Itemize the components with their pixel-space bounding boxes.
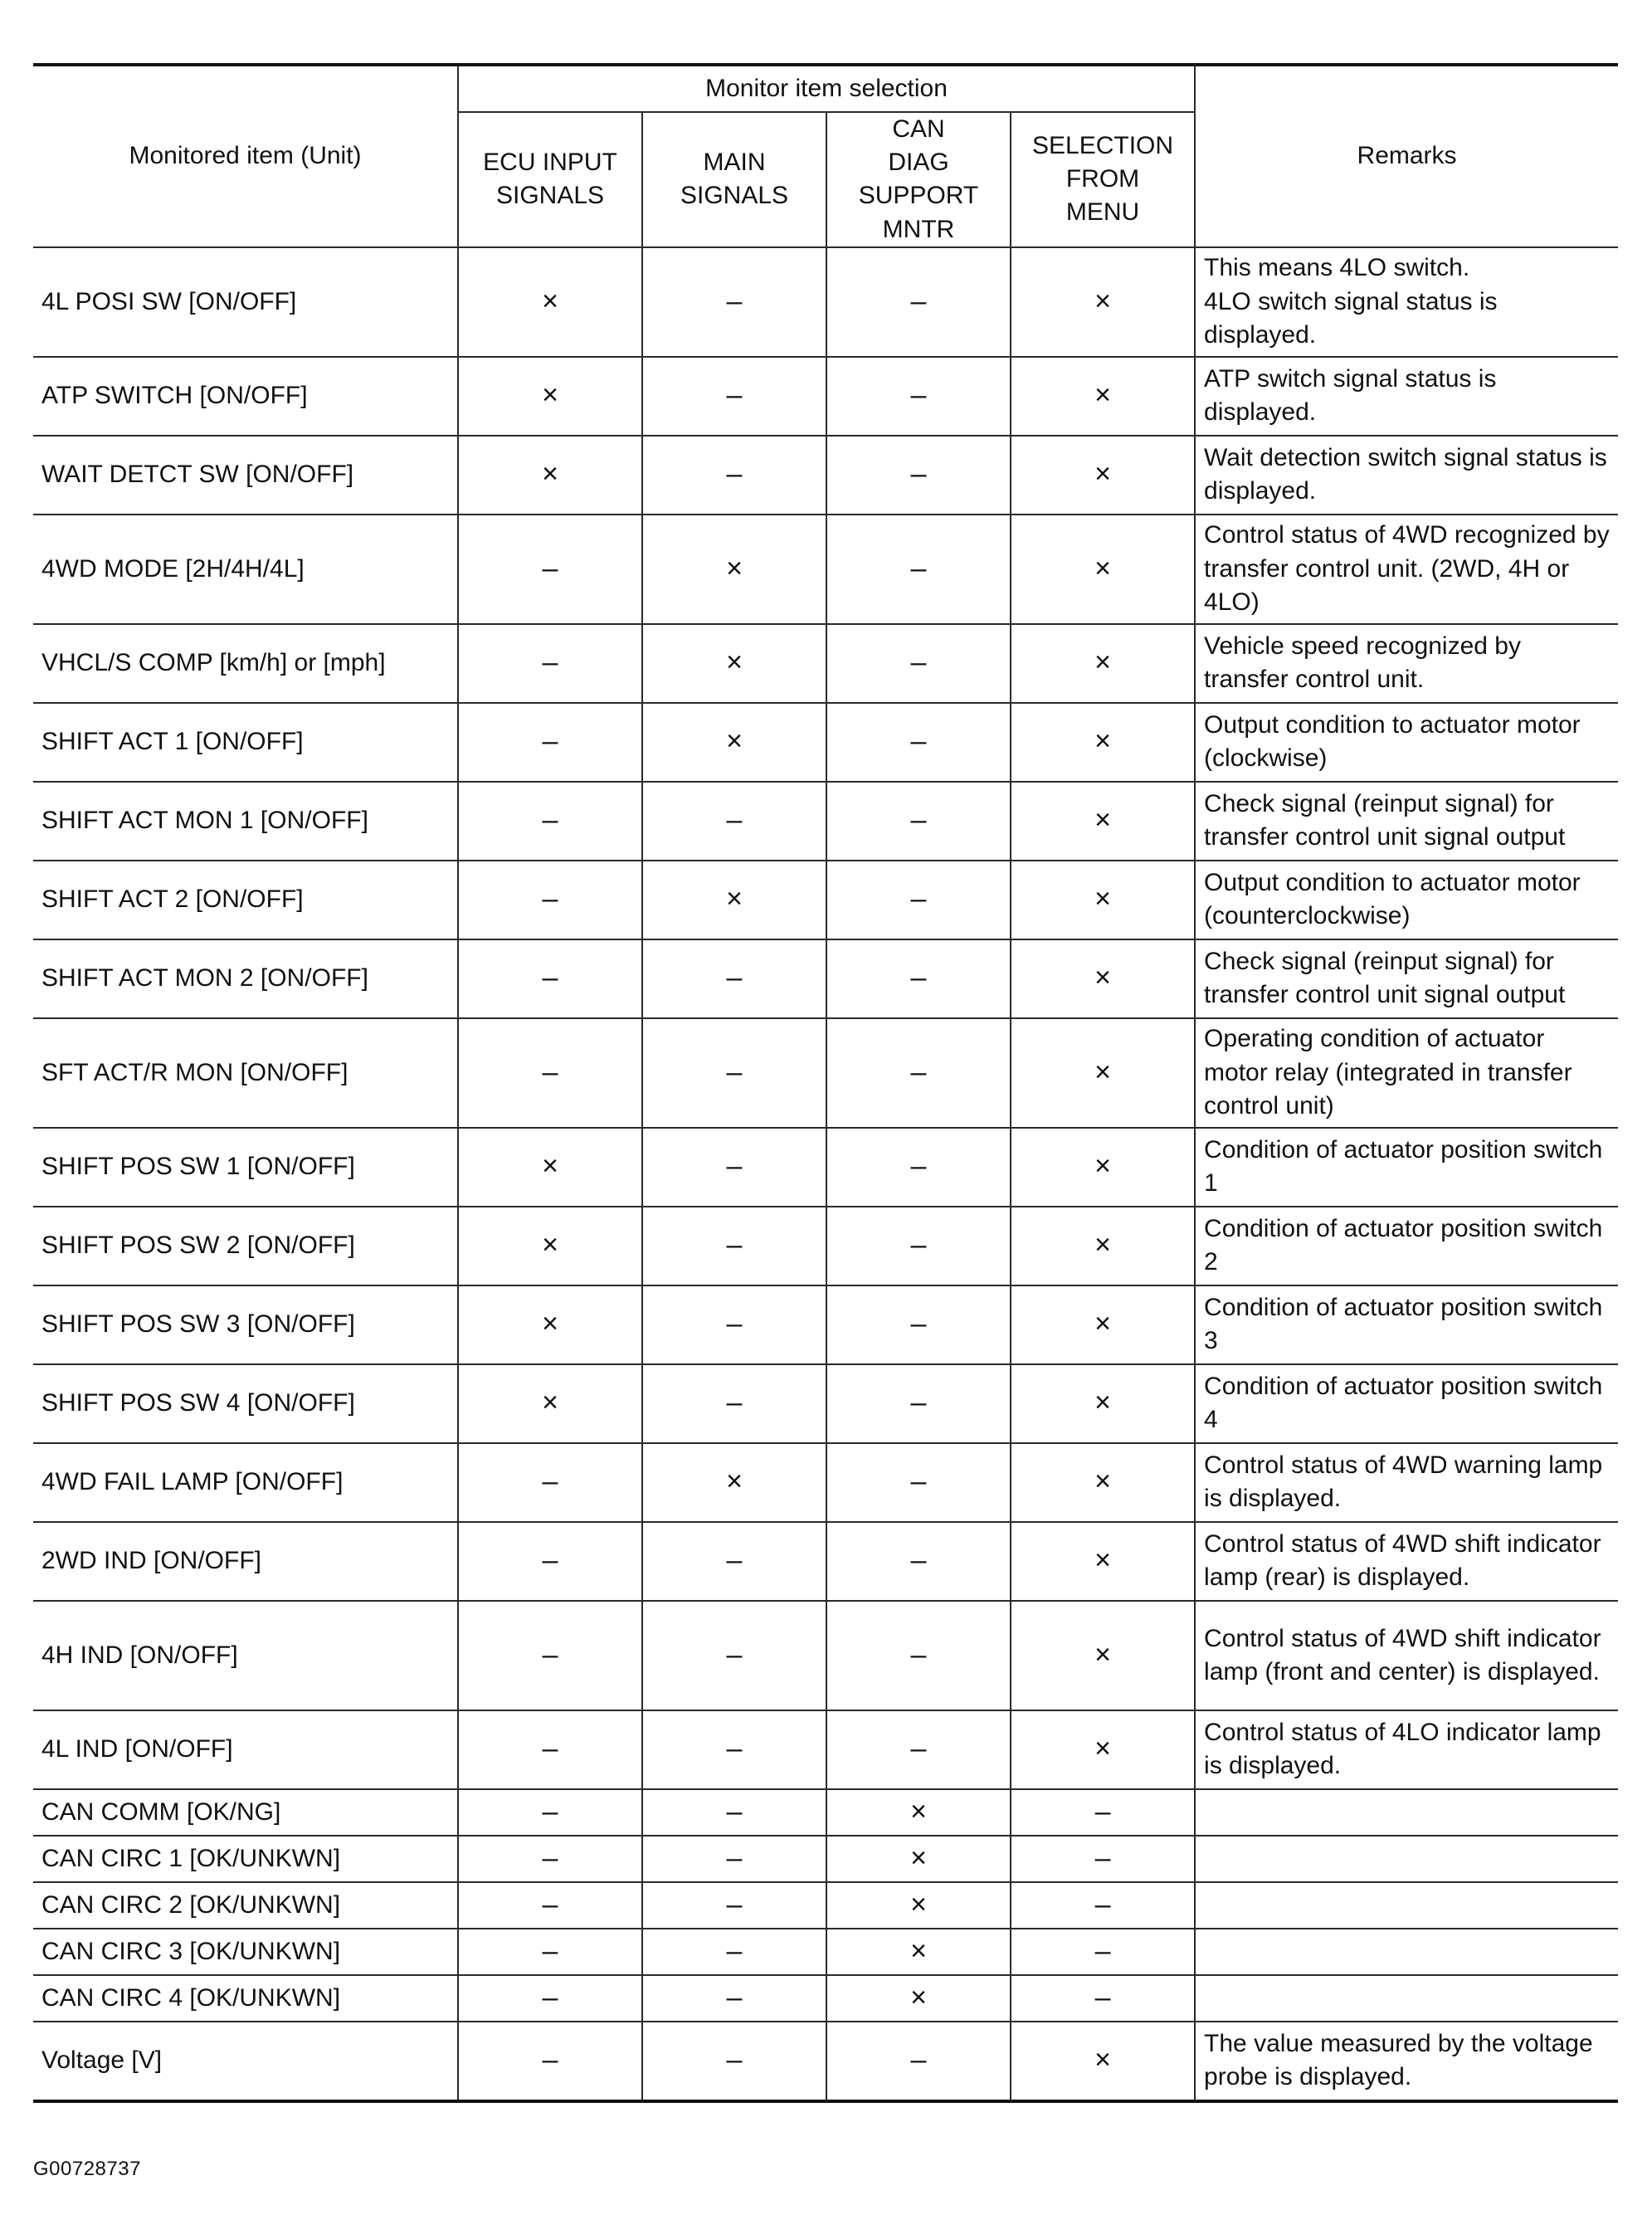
remarks-cell: Wait detection switch signal status is displayed. xyxy=(1195,436,1618,515)
monitored-item-cell: SHIFT ACT 1 [ON/OFF] xyxy=(33,703,458,782)
remarks-cell: Condition of actuator position switch 4 xyxy=(1195,1364,1618,1443)
header-can-diag-support-mntr: CAN DIAG SUPPORT MNTR xyxy=(826,112,1011,247)
main-signals-cell: × xyxy=(642,624,826,703)
can-diag-support-mntr-cell: – xyxy=(826,1443,1011,1522)
table-row xyxy=(33,1710,1618,1789)
remarks-cell: Condition of actuator position switch 1 xyxy=(1195,1128,1618,1207)
can-diag-support-mntr-cell: – xyxy=(826,1285,1011,1364)
ecu-input-signals-cell: × xyxy=(458,1128,642,1207)
remarks-cell: Control status of 4WD shift indicator lamp (rear) is displayed. xyxy=(1195,1522,1618,1601)
table-row xyxy=(33,515,1618,624)
selection-from-menu-cell: × xyxy=(1011,1364,1195,1443)
monitored-item-cell: WAIT DETCT SW [ON/OFF] xyxy=(33,436,458,515)
selection-from-menu-cell: – xyxy=(1011,1929,1195,1975)
selection-from-menu-cell: – xyxy=(1011,1975,1195,2022)
ecu-input-signals-cell: × xyxy=(458,436,642,515)
ecu-input-signals-cell: – xyxy=(458,2022,642,2101)
can-diag-support-mntr-cell: – xyxy=(826,1207,1011,1285)
table-row xyxy=(33,1522,1618,1601)
monitored-item-cell: 4WD FAIL LAMP [ON/OFF] xyxy=(33,1443,458,1522)
selection-from-menu-cell: × xyxy=(1011,1207,1195,1285)
ecu-input-signals-cell: – xyxy=(458,782,642,861)
selection-from-menu-cell: × xyxy=(1011,436,1195,515)
ecu-input-signals-cell: – xyxy=(458,515,642,624)
main-signals-cell: – xyxy=(642,1285,826,1364)
table-row xyxy=(33,1882,1618,1929)
monitored-item-cell: CAN COMM [OK/NG] xyxy=(33,1789,458,1836)
monitored-item-cell: SHIFT ACT 2 [ON/OFF] xyxy=(33,861,458,939)
table-body xyxy=(33,247,1618,2101)
main-signals-cell: × xyxy=(642,861,826,939)
table-row xyxy=(33,624,1618,703)
can-diag-support-mntr-cell: × xyxy=(826,1975,1011,2022)
remarks-cell: This means 4LO switch. 4LO switch signal status is displayed. xyxy=(1195,247,1618,357)
table-row xyxy=(33,1601,1618,1710)
remarks-cell xyxy=(1195,1882,1618,1929)
monitored-item-cell: CAN CIRC 3 [OK/UNKWN] xyxy=(33,1929,458,1975)
remarks-cell: Output condition to actuator motor (counterclockwise) xyxy=(1195,861,1618,939)
selection-from-menu-cell: × xyxy=(1011,1522,1195,1601)
can-diag-support-mntr-cell: – xyxy=(826,247,1011,357)
remarks-cell: Condition of actuator position switch 2 xyxy=(1195,1207,1618,1285)
remarks-cell: Control status of 4WD warning lamp is displayed. xyxy=(1195,1443,1618,1522)
ecu-input-signals-cell: – xyxy=(458,939,642,1018)
monitored-item-cell: 4L POSI SW [ON/OFF] xyxy=(33,247,458,357)
monitored-item-cell: Voltage [V] xyxy=(33,2022,458,2101)
remarks-cell: Control status of 4WD shift indicator lamp (front and center) is displayed. xyxy=(1195,1601,1618,1710)
main-signals-cell: – xyxy=(642,2022,826,2101)
selection-from-menu-cell: × xyxy=(1011,2022,1195,2101)
can-diag-support-mntr-cell: – xyxy=(826,861,1011,939)
selection-from-menu-cell: – xyxy=(1011,1882,1195,1929)
main-signals-cell: – xyxy=(642,1710,826,1789)
main-signals-cell: – xyxy=(642,1522,826,1601)
remarks-cell: ATP switch signal status is displayed. xyxy=(1195,357,1618,436)
selection-from-menu-cell: – xyxy=(1011,1789,1195,1836)
remarks-cell: Condition of actuator position switch 3 xyxy=(1195,1285,1618,1364)
table-row xyxy=(33,939,1618,1018)
table-row xyxy=(33,1975,1618,2022)
ecu-input-signals-cell: – xyxy=(458,1710,642,1789)
main-signals-cell: × xyxy=(642,703,826,782)
ecu-input-signals-cell: – xyxy=(458,1601,642,1710)
remarks-cell xyxy=(1195,1975,1618,2022)
monitored-item-cell: SHIFT POS SW 4 [ON/OFF] xyxy=(33,1364,458,1443)
selection-from-menu-cell: × xyxy=(1011,861,1195,939)
monitored-item-cell: ATP SWITCH [ON/OFF] xyxy=(33,357,458,436)
can-diag-support-mntr-cell: – xyxy=(826,1128,1011,1207)
table-row xyxy=(33,1929,1618,1975)
monitored-item-cell: 2WD IND [ON/OFF] xyxy=(33,1522,458,1601)
selection-from-menu-cell: × xyxy=(1011,782,1195,861)
ecu-input-signals-cell: – xyxy=(458,1443,642,1522)
can-diag-support-mntr-cell: – xyxy=(826,2022,1011,2101)
ecu-input-signals-cell: – xyxy=(458,1522,642,1601)
selection-from-menu-cell: × xyxy=(1011,1128,1195,1207)
main-signals-cell: – xyxy=(642,357,826,436)
selection-from-menu-cell: – xyxy=(1011,1836,1195,1882)
can-diag-support-mntr-cell: – xyxy=(826,624,1011,703)
main-signals-cell: – xyxy=(642,1207,826,1285)
table-row xyxy=(33,357,1618,436)
selection-from-menu-cell: × xyxy=(1011,939,1195,1018)
monitor-item-table xyxy=(33,63,1618,2103)
main-signals-cell: – xyxy=(642,1601,826,1710)
monitored-item-cell: CAN CIRC 1 [OK/UNKWN] xyxy=(33,1836,458,1882)
remarks-cell: Check signal (reinput signal) for transfer control unit signal output xyxy=(1195,782,1618,861)
table-row xyxy=(33,703,1618,782)
can-diag-support-mntr-cell: × xyxy=(826,1882,1011,1929)
can-diag-support-mntr-cell: – xyxy=(826,939,1011,1018)
selection-from-menu-cell: × xyxy=(1011,515,1195,624)
header-selection-from-menu: SELECTION FROM MENU xyxy=(1011,112,1195,247)
header-ecu-input-signals: ECU INPUT SIGNALS xyxy=(458,112,642,247)
ecu-input-signals-cell: – xyxy=(458,1929,642,1975)
ecu-input-signals-cell: × xyxy=(458,1364,642,1443)
remarks-cell xyxy=(1195,1929,1618,1975)
can-diag-support-mntr-cell: – xyxy=(826,782,1011,861)
selection-from-menu-cell: × xyxy=(1011,703,1195,782)
table-row xyxy=(33,247,1618,357)
table-row xyxy=(33,1128,1618,1207)
remarks-cell: The value measured by the voltage probe is displayed. xyxy=(1195,2022,1618,2101)
main-signals-cell: – xyxy=(642,1929,826,1975)
monitored-item-cell: CAN CIRC 2 [OK/UNKWN] xyxy=(33,1882,458,1929)
ecu-input-signals-cell: – xyxy=(458,1018,642,1128)
table-row xyxy=(33,436,1618,515)
monitored-item-cell: VHCL/S COMP [km/h] or [mph] xyxy=(33,624,458,703)
can-diag-support-mntr-cell: × xyxy=(826,1929,1011,1975)
remarks-cell xyxy=(1195,1836,1618,1882)
can-diag-support-mntr-cell: – xyxy=(826,703,1011,782)
remarks-cell: Control status of 4LO indicator lamp is displayed. xyxy=(1195,1710,1618,1789)
selection-from-menu-cell: × xyxy=(1011,1443,1195,1522)
ecu-input-signals-cell: × xyxy=(458,247,642,357)
remarks-cell xyxy=(1195,1789,1618,1836)
main-signals-cell: – xyxy=(642,1018,826,1128)
ecu-input-signals-cell: – xyxy=(458,1882,642,1929)
ecu-input-signals-cell: × xyxy=(458,1207,642,1285)
table-row xyxy=(33,1285,1618,1364)
can-diag-support-mntr-cell: × xyxy=(826,1836,1011,1882)
table-row xyxy=(33,861,1618,939)
can-diag-support-mntr-cell: × xyxy=(826,1789,1011,1836)
table-row xyxy=(33,2022,1618,2101)
table-row xyxy=(33,1789,1618,1836)
remarks-cell: Vehicle speed recognized by transfer control unit. xyxy=(1195,624,1618,703)
main-signals-cell: × xyxy=(642,1443,826,1522)
ecu-input-signals-cell: – xyxy=(458,1975,642,2022)
monitored-item-cell: SHIFT POS SW 1 [ON/OFF] xyxy=(33,1128,458,1207)
selection-from-menu-cell: × xyxy=(1011,247,1195,357)
monitored-item-cell: SHIFT POS SW 3 [ON/OFF] xyxy=(33,1285,458,1364)
can-diag-support-mntr-cell: – xyxy=(826,1364,1011,1443)
ecu-input-signals-cell: – xyxy=(458,861,642,939)
selection-from-menu-cell: × xyxy=(1011,1018,1195,1128)
ecu-input-signals-cell: × xyxy=(458,1285,642,1364)
ecu-input-signals-cell: – xyxy=(458,624,642,703)
main-signals-cell: – xyxy=(642,1128,826,1207)
monitored-item-cell: 4L IND [ON/OFF] xyxy=(33,1710,458,1789)
monitored-item-cell: 4H IND [ON/OFF] xyxy=(33,1601,458,1710)
header-remarks: Remarks xyxy=(1195,65,1618,247)
can-diag-support-mntr-cell: – xyxy=(826,515,1011,624)
monitored-item-cell: SHIFT ACT MON 2 [ON/OFF] xyxy=(33,939,458,1018)
main-signals-cell: × xyxy=(642,515,826,624)
header-main-signals: MAIN SIGNALS xyxy=(642,112,826,247)
selection-from-menu-cell: × xyxy=(1011,1601,1195,1710)
ecu-input-signals-cell: – xyxy=(458,703,642,782)
remarks-cell: Output condition to actuator motor (clockwise) xyxy=(1195,703,1618,782)
ecu-input-signals-cell: × xyxy=(458,357,642,436)
table-row xyxy=(33,1207,1618,1285)
can-diag-support-mntr-cell: – xyxy=(826,1601,1011,1710)
can-diag-support-mntr-cell: – xyxy=(826,436,1011,515)
main-signals-cell: – xyxy=(642,1789,826,1836)
selection-from-menu-cell: × xyxy=(1011,624,1195,703)
monitored-item-cell: CAN CIRC 4 [OK/UNKWN] xyxy=(33,1975,458,2022)
monitored-item-cell: SHIFT ACT MON 1 [ON/OFF] xyxy=(33,782,458,861)
table-row xyxy=(33,1443,1618,1522)
ecu-input-signals-cell: – xyxy=(458,1836,642,1882)
remarks-cell: Operating condition of actuator motor relay (integrated in transfer control unit) xyxy=(1195,1018,1618,1128)
selection-from-menu-cell: × xyxy=(1011,357,1195,436)
table-row xyxy=(33,1836,1618,1882)
main-signals-cell: – xyxy=(642,1882,826,1929)
main-signals-cell: – xyxy=(642,1364,826,1443)
main-signals-cell: – xyxy=(642,436,826,515)
can-diag-support-mntr-cell: – xyxy=(826,1018,1011,1128)
selection-from-menu-cell: × xyxy=(1011,1285,1195,1364)
selection-from-menu-cell: × xyxy=(1011,1710,1195,1789)
monitored-item-cell: SFT ACT/R MON [ON/OFF] xyxy=(33,1018,458,1128)
main-signals-cell: – xyxy=(642,782,826,861)
document-page xyxy=(33,63,1618,2103)
monitored-item-cell: SHIFT POS SW 2 [ON/OFF] xyxy=(33,1207,458,1285)
ecu-input-signals-cell: – xyxy=(458,1789,642,1836)
can-diag-support-mntr-cell: – xyxy=(826,357,1011,436)
remarks-cell: Check signal (reinput signal) for transfer control unit signal output xyxy=(1195,939,1618,1018)
figure-id: G00728737 xyxy=(33,2158,141,2180)
main-signals-cell: – xyxy=(642,1836,826,1882)
remarks-cell: Control status of 4WD recognized by transfer control unit. (2WD, 4H or 4LO) xyxy=(1195,515,1618,624)
table-row xyxy=(33,1018,1618,1128)
main-signals-cell: – xyxy=(642,1975,826,2022)
header-monitored-item: Monitored item (Unit) xyxy=(33,65,458,247)
table-row xyxy=(33,1364,1618,1443)
table-header xyxy=(33,65,1618,247)
table-row xyxy=(33,782,1618,861)
main-signals-cell: – xyxy=(642,247,826,357)
monitored-item-cell: 4WD MODE [2H/4H/4L] xyxy=(33,515,458,624)
can-diag-support-mntr-cell: – xyxy=(826,1710,1011,1789)
main-signals-cell: – xyxy=(642,939,826,1018)
can-diag-support-mntr-cell: – xyxy=(826,1522,1011,1601)
header-monitor-item-selection: Monitor item selection xyxy=(458,65,1195,112)
